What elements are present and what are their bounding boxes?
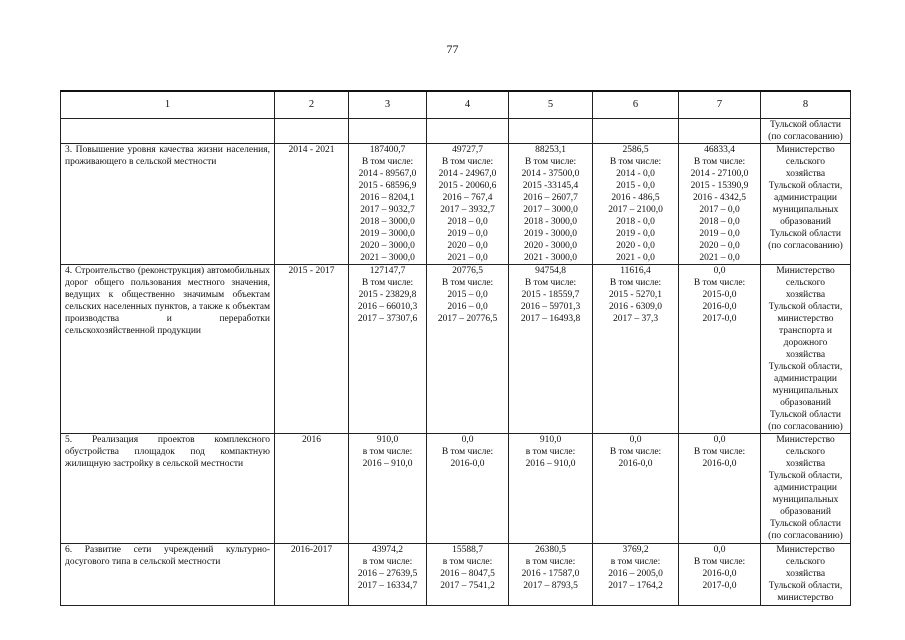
cell-line: 2018 – 0,0 — [699, 217, 740, 227]
cell-line: В том числе: — [524, 157, 577, 167]
cell-line: 26380,5 — [535, 545, 566, 555]
cell-line: в том числе: — [362, 557, 413, 567]
period: 2016 — [302, 435, 321, 445]
cell-line: В том числе: — [441, 447, 494, 457]
total-funding-cell — [349, 544, 427, 606]
extrabudgetary-cell — [679, 265, 761, 434]
local-budget-cell — [593, 544, 679, 606]
cell-line: В том числе: — [609, 447, 662, 457]
period: 2014 - 2021 — [288, 145, 335, 155]
cell-line: администрации — [773, 374, 838, 384]
cell-line: 0,0 — [629, 435, 642, 445]
cell-line: 2015 - 23829,8 — [358, 290, 417, 300]
cell-line: Министерство — [776, 145, 835, 155]
cell-line: 910,0 — [376, 435, 399, 445]
regional-budget-cell — [509, 144, 593, 265]
cell-line: (по согласованию) — [768, 422, 843, 432]
table-row — [61, 265, 851, 434]
cell-line: 127147,7 — [369, 266, 406, 276]
cell-line: в том числе: — [525, 557, 576, 567]
cell-line: 2020 - 0,0 — [616, 241, 655, 251]
cell-line: хозяйства — [785, 350, 826, 360]
cell-line: в том числе: — [610, 557, 661, 567]
cell-line: 2016 – 910,0 — [362, 459, 413, 469]
cell-line: Тульской области, — [768, 581, 843, 591]
cell-line: 2016 – 8047,5 — [440, 569, 495, 579]
column-header: 4 — [427, 91, 509, 119]
cell-line: В том числе: — [361, 157, 414, 167]
cell-line: 94754,8 — [535, 266, 566, 276]
cell-line: 2019 - 3000,0 — [523, 229, 578, 239]
cell-line: (по согласованию) — [768, 132, 843, 142]
cell-line: Тульской области, — [768, 471, 843, 481]
cell-line: Тульской области — [769, 229, 842, 239]
column-header: 2 — [275, 91, 349, 119]
cell-line: 2014 - 24967,0 — [438, 169, 497, 179]
cell-line: 2016 – 66010,3 — [357, 302, 418, 312]
cell-line: в том числе: — [442, 557, 493, 567]
cell-line: 2019 – 3000,0 — [360, 229, 415, 239]
cell-line: 2021 – 0,0 — [447, 253, 488, 263]
cell-line: 2014 - 89567,0 — [358, 169, 417, 179]
measure-name: 3. Повышение уровня качества жизни населения, проживающего в сельской местности — [65, 145, 270, 167]
cell-line: в том числе: — [362, 447, 413, 457]
cell-line: 2017 – 20776,5 — [437, 314, 498, 324]
cell-line: администрации — [773, 193, 838, 203]
cell-line: 2015 - 0,0 — [616, 181, 655, 191]
regional-budget-cell — [509, 434, 593, 544]
cell-line: 2020 – 0,0 — [699, 241, 740, 251]
extrabudgetary-cell — [679, 144, 761, 265]
page-number: 77 — [446, 42, 459, 56]
cell-line: 2016 - 6309,0 — [608, 302, 663, 312]
cell-line: 2015 – 0,0 — [447, 290, 488, 300]
cell-line: 88253,1 — [535, 145, 566, 155]
measure-name-cell — [61, 144, 275, 265]
cell-line: Министерство — [776, 266, 835, 276]
total-funding-cell — [349, 265, 427, 434]
cell-line: 2016 – 8204,1 — [360, 193, 415, 203]
cell-line: 2016 – 2005,0 — [608, 569, 663, 579]
column-header: 5 — [509, 91, 593, 119]
cell-line: Тульской области, — [768, 362, 843, 372]
federal-budget-cell — [427, 544, 509, 606]
cell-line: 2016 - 4342,5 — [692, 193, 747, 203]
federal-budget-cell — [427, 434, 509, 544]
responsible-executor-cell — [761, 119, 851, 144]
cell-line: В том числе: — [693, 557, 746, 567]
cell-line: хозяйства — [785, 569, 826, 579]
cell-line: 2019 – 0,0 — [447, 229, 488, 239]
cell-line: В том числе: — [524, 278, 577, 288]
cell-line: 2017 – 3000,0 — [523, 205, 578, 215]
period-cell — [275, 544, 349, 606]
cell-line: Тульской области — [769, 410, 842, 420]
cell-line: сельского — [785, 447, 826, 457]
cell-line: В том числе: — [693, 278, 746, 288]
cell-line: 2017 – 7541,2 — [440, 581, 495, 591]
federal-budget-cell — [427, 265, 509, 434]
cell-line: 2019 – 0,0 — [699, 229, 740, 239]
local-budget-cell — [593, 434, 679, 544]
cell-line: Тульской области, — [768, 302, 843, 312]
cell-line: 2021 - 0,0 — [616, 253, 655, 263]
cell-line: 15588,7 — [452, 545, 483, 555]
cell-line: 2017 – 37,3 — [612, 314, 659, 324]
extrabudgetary-cell — [679, 434, 761, 544]
measure-name: 6. Развитие сети учреждений культурно-досугового типа в сельской местности — [65, 545, 270, 567]
cell-line: 2021 - 3000,0 — [523, 253, 578, 263]
column-header: 6 — [593, 91, 679, 119]
regional-budget-cell — [509, 544, 593, 606]
cell-line: 2016-0,0 — [450, 459, 485, 469]
cell-line: 2021 – 3000,0 — [360, 253, 415, 263]
cell-line: сельского — [785, 157, 826, 167]
period-cell — [275, 265, 349, 434]
cell-line: 2586,5 — [622, 145, 649, 155]
cell-line: 2016 – 27639,5 — [357, 569, 418, 579]
cell-line: 2014 - 37500,0 — [521, 169, 580, 179]
cell-line: 2017-0,0 — [702, 581, 737, 591]
cell-line: 3769,2 — [622, 545, 649, 555]
program-table — [60, 90, 851, 606]
continuation-row — [61, 119, 851, 144]
cell-line: 2016 – 0,0 — [447, 302, 488, 312]
cell-line: 0,0 — [713, 266, 726, 276]
cell-line: 910,0 — [539, 435, 562, 445]
cell-line: 2015 - 20060,6 — [438, 181, 497, 191]
responsible-executor-cell — [761, 265, 851, 434]
cell-line: Тульской области — [769, 120, 842, 130]
local-budget-cell — [593, 144, 679, 265]
table-row — [61, 544, 851, 606]
cell-line: образований — [780, 398, 831, 408]
measure-name-cell — [61, 434, 275, 544]
cell-line: 2016 - 17587,0 — [521, 569, 580, 579]
cell-line: 2018 – 3000,0 — [360, 217, 415, 227]
cell-line: В том числе: — [609, 278, 662, 288]
cell-line: хозяйства — [785, 169, 826, 179]
column-header: 1 — [61, 91, 275, 119]
column-number-row — [61, 91, 851, 119]
cell-line: 0,0 — [713, 545, 726, 555]
period: 2016-2017 — [290, 545, 333, 555]
cell-line: 2017 – 16334,7 — [357, 581, 418, 591]
cell-line: 2020 – 3000,0 — [360, 241, 415, 251]
period: 2015 - 2017 — [288, 266, 335, 276]
responsible-executor-cell — [761, 434, 851, 544]
cell-line: дорожного — [783, 338, 828, 348]
cell-line: муниципальных — [772, 495, 839, 505]
cell-line: Министерство — [776, 545, 835, 555]
cell-line: (по согласованию) — [768, 241, 843, 251]
measure-name: 4. Строительство (реконструкция) автомобильных дорог общего пользования местного значения, ведущих к общественно значимым объектам сельских населенных пунктов, а также к объектам производства и переработки сельскохозяйственной продукции — [65, 266, 270, 336]
cell-line: В том числе: — [441, 157, 494, 167]
regional-budget-cell — [509, 265, 593, 434]
cell-line: 49727,7 — [452, 145, 483, 155]
cell-line: министерство — [777, 314, 834, 324]
cell-line: 46833,4 — [704, 145, 735, 155]
cell-line: 2017-0,0 — [702, 314, 737, 324]
cell-line: администрации — [773, 483, 838, 493]
cell-line: 43974,2 — [372, 545, 403, 555]
cell-line: 2018 - 3000,0 — [523, 217, 578, 227]
responsible-executor-cell — [761, 544, 851, 606]
cell-line: 2018 - 0,0 — [616, 217, 655, 227]
cell-line: транспорта и — [779, 326, 832, 336]
cell-line: В том числе: — [441, 278, 494, 288]
column-header: 8 — [761, 91, 851, 119]
cell-line: В том числе: — [693, 447, 746, 457]
cell-line: 2019 - 0,0 — [616, 229, 655, 239]
cell-line: 2016 – 910,0 — [525, 459, 576, 469]
measure-name-cell — [61, 544, 275, 606]
cell-line: 2016 – 767,4 — [442, 193, 493, 203]
cell-line: 2016 - 486,5 — [611, 193, 660, 203]
cell-line: 2015 - 5270,1 — [608, 290, 663, 300]
cell-line: 2015 - 68596,9 — [358, 181, 417, 191]
cell-line: 2018 – 0,0 — [447, 217, 488, 227]
cell-line: 2017 – 8793,5 — [523, 581, 578, 591]
period-cell — [275, 144, 349, 265]
cell-line: 2016 – 2607,7 — [523, 193, 578, 203]
cell-line: В том числе: — [361, 278, 414, 288]
cell-line: министерство — [777, 593, 834, 603]
local-budget-cell — [593, 265, 679, 434]
cell-line: 2017 – 3932,7 — [440, 205, 495, 215]
measure-name-cell — [61, 265, 275, 434]
cell-line: 2014 - 0,0 — [616, 169, 655, 179]
cell-line: хозяйства — [785, 459, 826, 469]
cell-line: 2015 - 15390,9 — [690, 181, 749, 191]
cell-line: Тульской области — [769, 519, 842, 529]
cell-line: сельского — [785, 557, 826, 567]
column-header: 7 — [679, 91, 761, 119]
cell-line: образований — [780, 507, 831, 517]
cell-line: В том числе: — [609, 157, 662, 167]
extrabudgetary-cell — [679, 544, 761, 606]
cell-line: в том числе: — [525, 447, 576, 457]
measure-name: 5. Реализация проектов комплексного обустройства площадок под компактную жилищную застройку в сельской местности — [65, 435, 270, 469]
cell-line: 2017 – 0,0 — [699, 205, 740, 215]
cell-line: 2015 - 18559,7 — [521, 290, 580, 300]
cell-line: хозяйства — [785, 290, 826, 300]
cell-line: 0,0 — [713, 435, 726, 445]
column-header: 3 — [349, 91, 427, 119]
cell-line: 0,0 — [461, 435, 474, 445]
cell-line: 2017 – 37307,6 — [357, 314, 418, 324]
cell-line: 187400,7 — [369, 145, 406, 155]
table-row — [61, 144, 851, 265]
cell-line: 2014 - 27100,0 — [690, 169, 749, 179]
responsible-executor-cell — [761, 144, 851, 265]
cell-line: 2020 – 0,0 — [447, 241, 488, 251]
cell-line: В том числе: — [693, 157, 746, 167]
cell-line: 2021 – 0,0 — [699, 253, 740, 263]
cell-line: 2017 – 16493,8 — [520, 314, 581, 324]
federal-budget-cell — [427, 144, 509, 265]
cell-line: 2017 – 1764,2 — [608, 581, 663, 591]
cell-line: 2020 - 3000,0 — [523, 241, 578, 251]
cell-line: сельского — [785, 278, 826, 288]
cell-line: муниципальных — [772, 205, 839, 215]
cell-line: 11616,4 — [620, 266, 651, 276]
cell-line: 2016-0,0 — [702, 459, 737, 469]
period-cell — [275, 434, 349, 544]
cell-line: 2017 – 9032,7 — [360, 205, 415, 215]
cell-line: Тульской области, — [768, 181, 843, 191]
cell-line: 2016-0,0 — [702, 302, 737, 312]
cell-line: Министерство — [776, 435, 835, 445]
cell-line: 2016-0,0 — [618, 459, 653, 469]
cell-line: 2015-0,0 — [702, 290, 737, 300]
cell-line: 20776,5 — [452, 266, 483, 276]
cell-line: 2017 – 2100,0 — [608, 205, 663, 215]
cell-line: (по согласованию) — [768, 531, 843, 541]
cell-line: 2016 – 59701,3 — [520, 302, 581, 312]
cell-line: 2016-0,0 — [702, 569, 737, 579]
table-row — [61, 434, 851, 544]
total-funding-cell — [349, 144, 427, 265]
cell-line: образований — [780, 217, 831, 227]
cell-line: 2015 -33145,4 — [522, 181, 579, 191]
cell-line: муниципальных — [772, 386, 839, 396]
total-funding-cell — [349, 434, 427, 544]
